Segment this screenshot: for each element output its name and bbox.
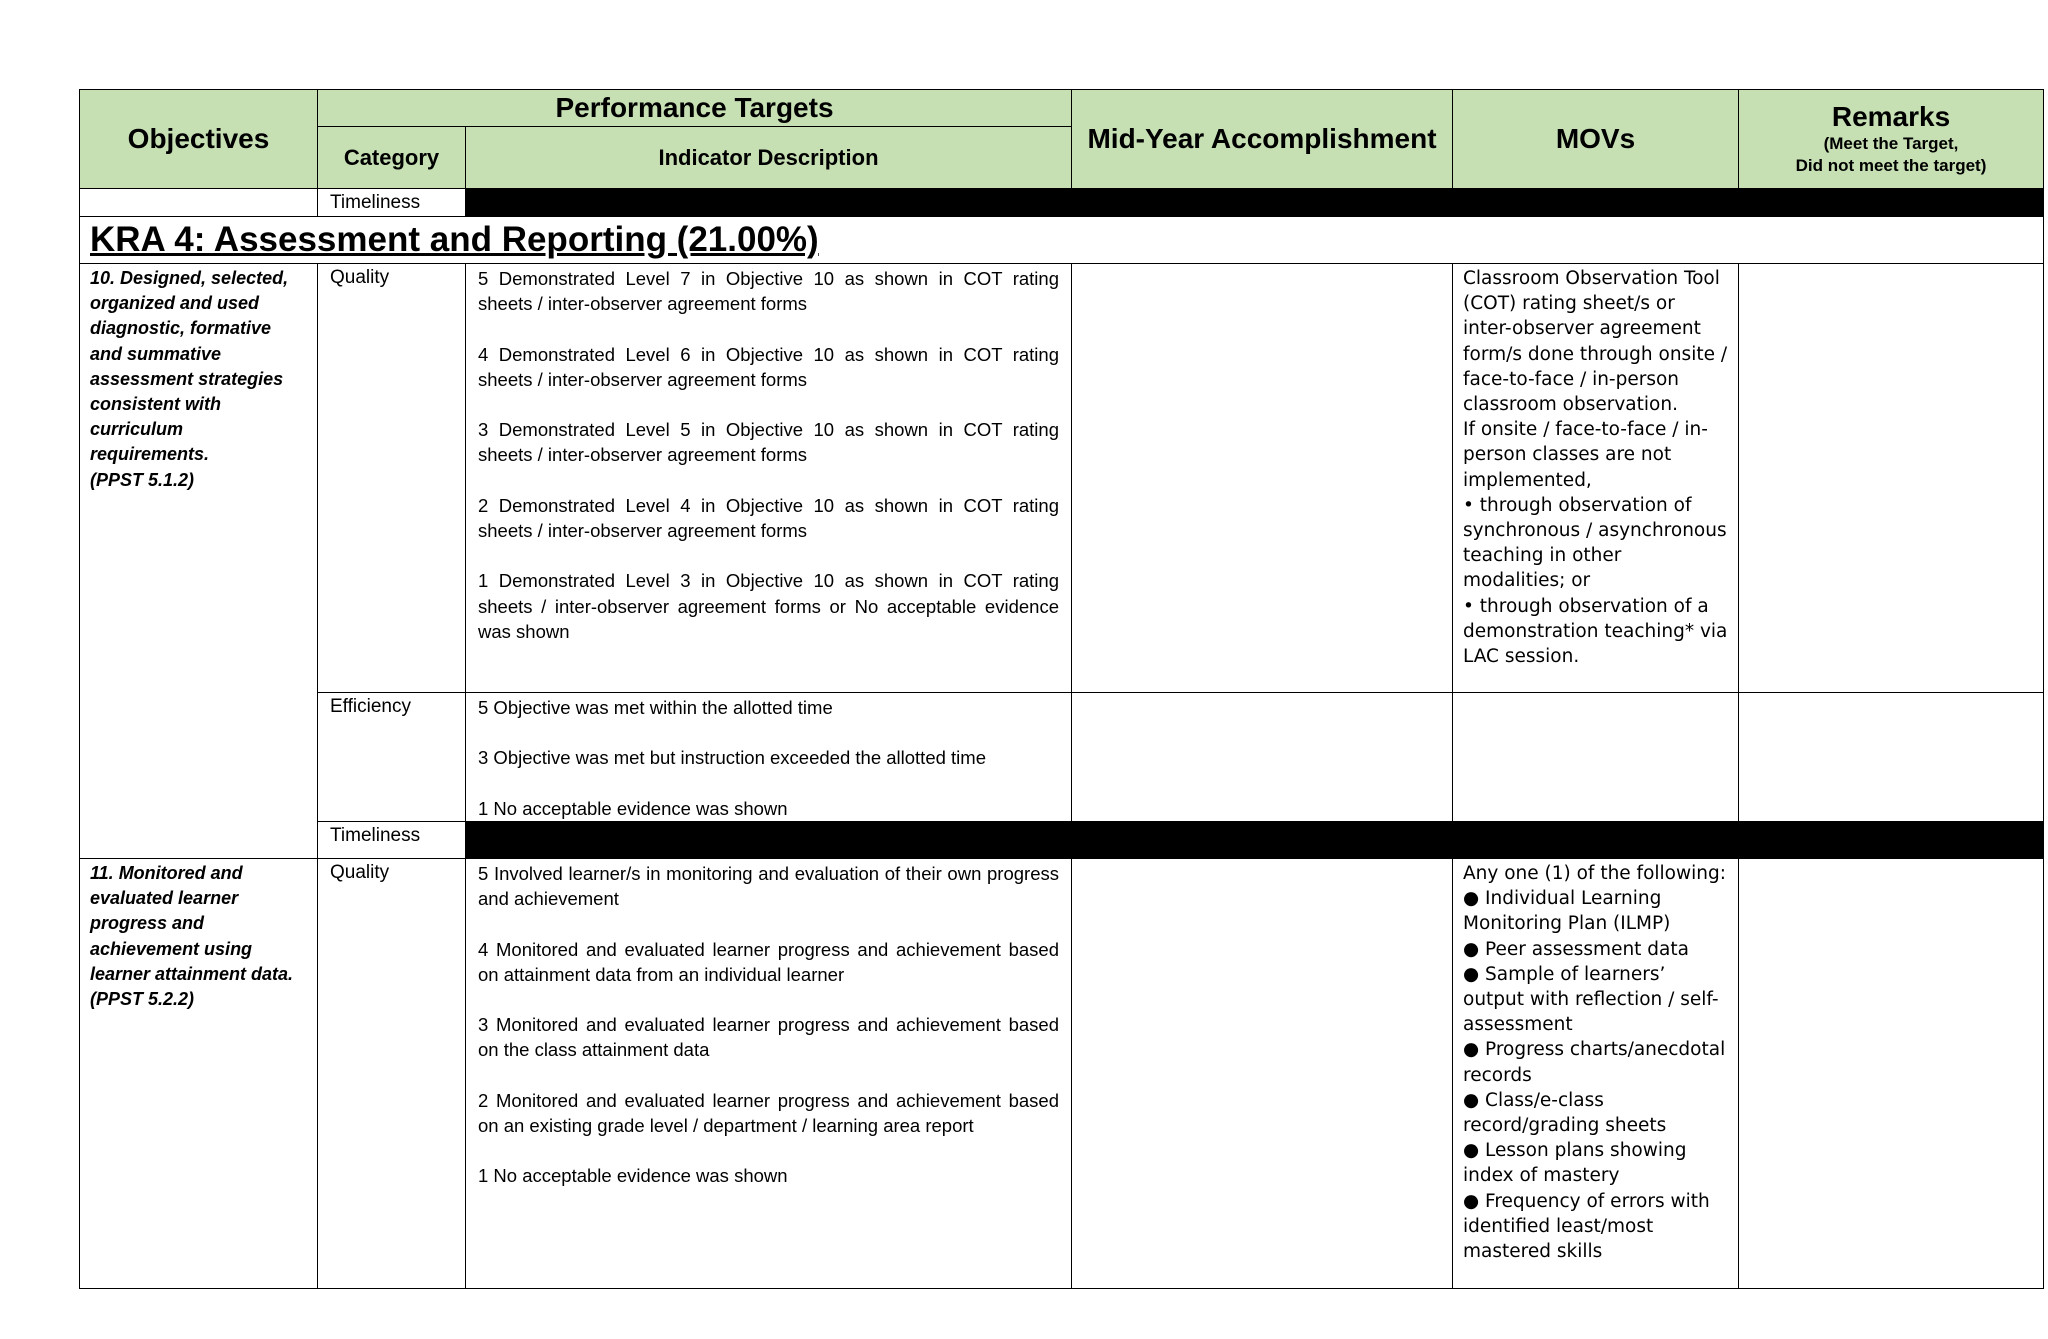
category-timeliness: Timeliness [318,821,466,858]
category-efficiency: Efficiency [318,693,466,822]
remarks-sub-1: (Meet the Target, [1823,134,1959,153]
remarks-cell [1739,264,2044,693]
indicator-list [466,693,1072,822]
indicator-item: 5 Demonstrated Level 7 in Objective 10 as shown in COT rating sheets / inter-observer agreement forms [478,268,1059,315]
indicator-item: 4 Demonstrated Level 6 in Objective 10 as shown in COT rating sheets / inter-observer agreement forms [478,343,1059,390]
indicator-item: 5 Objective was met within the allotted time [478,697,833,718]
movs-item: Classroom Observation Tool (COT) rating sheet/s or inter-observer agreement form/s done through onsite / face-to-face / in-person classroom observation. [1463,268,1728,416]
blacked-out-cell [466,821,2044,858]
category-quality: Quality [318,264,466,693]
indicator-item: 2 Monitored and evaluated learner progress and achievement based on an existing grade level / department / learning area report [478,1089,1059,1136]
objective-10-text: 10. Designed, selected, organized and used diagnostic, formative and summative assessment strategies consistent with curriculum requirements. [90,268,289,465]
indicator-item: 4 Monitored and evaluated learner progress and achievement based on attainment data from an individual learner [478,938,1059,985]
timeliness-row-top [80,189,2044,217]
movs-cell [1453,693,1739,822]
indicator-item: 1 No acceptable evidence was shown [478,1165,788,1187]
objective-11-ref: (PPST 5.2.2) [90,989,195,1009]
objective-10-quality-row [80,264,2044,693]
remarks-cell [1739,858,2044,1288]
objective-10-efficiency-row [80,693,2044,822]
movs-item: Any one (1) of the following: [1463,862,1726,884]
remarks-title: Remarks [1831,101,1951,132]
objective-11-quality-row [80,858,2044,1288]
kra-row [80,217,2044,264]
movs-cell [1453,858,1739,1288]
remarks-sub-2: Did not meet the target) [1795,156,1987,175]
category-timeliness: Timeliness [318,189,466,217]
indicator-item: 5 Involved learner/s in monitoring and evaluation of their own progress and achievement [478,862,1059,910]
objective-11-text: 11. Monitored and evaluated learner progress and achievement using learner attainment data. [90,862,294,984]
indicator-item: 2 Demonstrated Level 4 in Objective 10 as shown in COT rating sheets / inter-observer agreement forms [478,494,1059,541]
indicator-list [466,264,1072,693]
movs-item: ● Peer assessment data [1463,938,1689,960]
header-remarks [1739,90,2044,189]
movs-item: ● Lesson plans showing index of mastery [1463,1140,1687,1187]
mid-year-cell [1072,264,1453,693]
objective-10 [80,264,318,859]
header-performance-targets: Performance Targets [318,90,1072,127]
movs-item: ● Sample of learners’ output with reflection / self-assessment [1463,963,1719,1036]
movs-item: ● Class/e-class record/grading sheets [1463,1089,1667,1137]
movs-item: If onsite / face-to-face / in-person classes are not implemented, [1463,419,1708,491]
header-objectives: Objectives [80,90,318,189]
indicator-item: 1 Demonstrated Level 3 in Objective 10 as shown in COT rating sheets / inter-observer agreement forms or No acceptable evidence was shown [478,570,1059,642]
header-movs: MOVs [1453,90,1739,189]
movs-item: ● Progress charts/anecdotal records [1463,1039,1726,1086]
header-mid-year-accomplishment: Mid-Year Accomplishment [1072,90,1453,189]
objective-10-ref: (PPST 5.1.2) [90,469,195,490]
header-row-1 [80,90,2044,127]
remarks-cell [1739,693,2044,822]
blacked-out-cell [466,189,2044,217]
indicator-list [466,858,1072,1288]
mid-year-cell [1072,693,1453,822]
movs-item: ● Individual Learning Monitoring Plan (ILMP) [1463,888,1671,935]
movs-item: • through observation of synchronous / asynchronous teaching in other modalities; or [1463,494,1727,592]
objective-10-timeliness-row [80,821,2044,858]
indicator-item: 1 No acceptable evidence was shown [478,797,788,819]
movs-cell [1453,264,1739,693]
mid-year-cell [1072,858,1453,1288]
category-quality: Quality [318,858,466,1288]
indicator-item: 3 Demonstrated Level 5 in Objective 10 as shown in COT rating sheets / inter-observer agreement forms [478,419,1059,466]
indicator-item: 3 Monitored and evaluated learner progress and achievement based on the class attainment data [478,1014,1059,1061]
header-category: Category [318,127,466,189]
indicator-item: 3 Objective was met but instruction exceeded the allotted time [478,747,986,769]
movs-item: • through observation of a demonstration teaching* via LAC session. [1463,595,1728,668]
empty-objective-cell [80,189,318,217]
movs-item: ● Frequency of errors with identified least/most mastered skills [1463,1190,1710,1263]
header-indicator-description: Indicator Description [466,127,1072,189]
kra-title: KRA 4: Assessment and Reporting (21.00%) [80,217,2044,264]
objective-11 [80,858,318,1288]
ipcrf-table [79,89,2044,1289]
